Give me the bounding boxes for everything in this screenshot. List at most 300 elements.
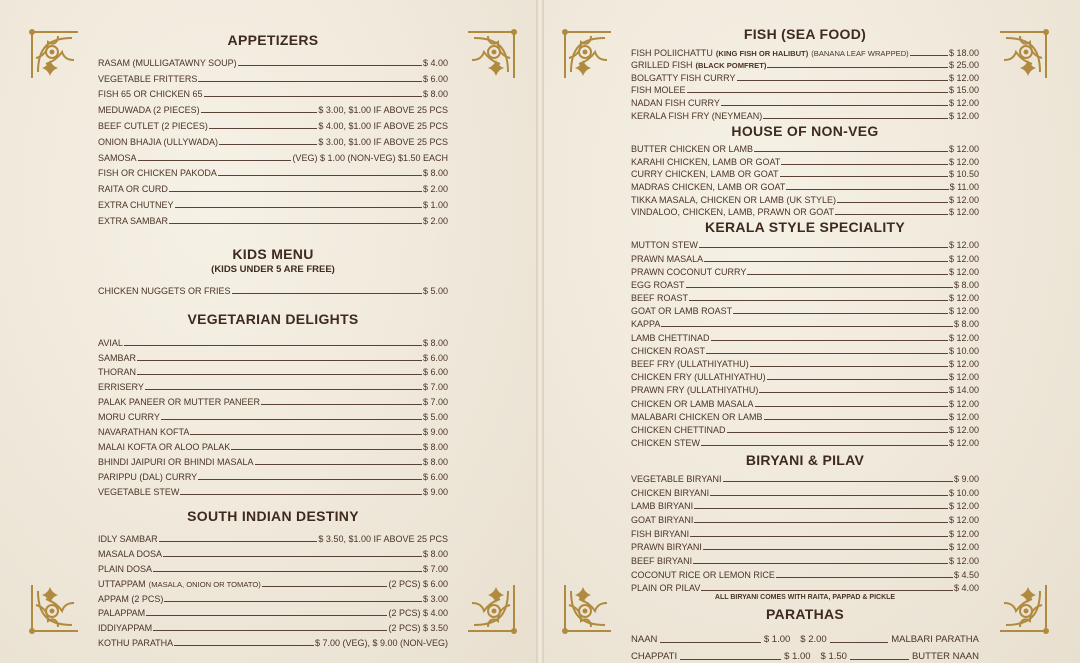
menu-item-row [631, 83, 979, 96]
menu-item-name-text: MUTTON STEW [631, 240, 698, 251]
menu-item-name-text: AVIAL [98, 337, 123, 348]
menu-item-row [631, 369, 979, 382]
leader-line [701, 590, 953, 591]
menu-item-name-text: BOLGATTY FISH CURRY [631, 72, 736, 83]
ornament-corner-icon [561, 28, 615, 82]
menu-item-name [98, 638, 173, 648]
appetizers-heading: APPETIZERS [227, 32, 319, 48]
menu-item-name-text: EXTRA SAMBAR [98, 215, 169, 226]
menu-item-price: $ 18.00 [948, 47, 979, 58]
menu-item-name [631, 372, 766, 382]
leader-line [174, 645, 314, 646]
menu-item-row [631, 382, 979, 395]
menu-item-name [631, 385, 758, 395]
menu-item-row [631, 108, 979, 121]
menu-item-row [98, 482, 448, 497]
menu-item-name [98, 74, 197, 84]
menu-item-price: $ 1.00 [422, 199, 448, 210]
menu-item-price: $ 12.00 [948, 555, 979, 566]
menu-item-price: $ 12.00 [948, 293, 979, 304]
menu-item-price: $ 12.00 [948, 514, 979, 525]
menu-item-name-text: BEEF CUTLET (2 PIECES) [98, 120, 208, 131]
menu-item-name [631, 195, 836, 205]
menu-item-price: (2 PCS) $ 3.50 [388, 623, 448, 634]
menu-item-name [98, 89, 203, 99]
menu-item-price: $ 12.00 [948, 156, 979, 167]
leader-line [694, 508, 948, 509]
south-indian-list [98, 530, 448, 648]
leader-line [837, 202, 948, 203]
menu-item-name [631, 515, 693, 525]
paratha-price: $ 1.50 [820, 651, 847, 663]
menu-item-name [631, 98, 720, 108]
menu-item-name-text: RAITA OR CURD [98, 184, 168, 195]
menu-item-name-text: NAVARATHAN KOFTA [98, 427, 190, 437]
menu-item-row [631, 142, 979, 155]
menu-item-row [98, 115, 448, 131]
menu-item-row [631, 470, 979, 484]
menu-item-row [631, 409, 979, 422]
menu-item-name-text: CHICKEN STEW [631, 438, 701, 449]
menu-item-row [98, 574, 448, 589]
menu-item-name-text: APPAM (2 PCS) [98, 593, 164, 604]
menu-item-name-text: UTTAPPAM [98, 578, 146, 589]
biryani-note: ALL BIRYANI COMES WITH RAITA, PAPPAD & PICKLE [714, 594, 896, 602]
menu-item-name-text: MEDUWADA (2 PIECES) [98, 105, 200, 116]
leader-line [231, 449, 422, 450]
menu-item-price: $ 12.00 [948, 528, 979, 539]
ornament-corner-icon [464, 28, 518, 82]
menu-item-price: $ 12.00 [948, 332, 979, 343]
menu-item-price: $ 12.00 [948, 411, 979, 422]
ornament-corner-icon [28, 581, 82, 635]
menu-item-name-text: GOAT BIRYANI [631, 514, 694, 525]
fish-list [631, 45, 979, 121]
menu-item-name-text: MALABARI CHICKEN OR LAMB [631, 411, 763, 422]
menu-item-price: $ 6.00 [422, 367, 448, 378]
menu-item-row [631, 167, 979, 180]
menu-item-name [98, 534, 158, 544]
menu-item-row [98, 589, 448, 604]
menu-item-row [98, 280, 448, 296]
menu-item-row [631, 290, 979, 303]
leader-line [694, 522, 948, 523]
leader-line [747, 274, 948, 275]
menu-item-name-text: MORU CURRY [98, 412, 160, 423]
menu-item-name-text: RASAM (MULLIGATAWNY SOUP) [98, 57, 237, 68]
menu-item-name-text: KERALA FISH FRY (NEYMEAN) [631, 110, 763, 121]
leader-line [232, 293, 422, 294]
menu-item-row [631, 237, 979, 250]
menu-item-price: $ 6.00 [422, 352, 448, 363]
menu-item-name-text: PARIPPU (DAL) CURRY [98, 471, 198, 482]
menu-item-name [631, 73, 736, 83]
kids-menu-heading: KIDS MENU [232, 245, 314, 262]
south-indian-heading: SOUTH INDIAN DESTINY [187, 507, 359, 524]
appetizers-list [98, 52, 448, 226]
menu-item-price: $ 11.00 [949, 181, 979, 192]
menu-item-name [98, 442, 230, 452]
leader-line [124, 345, 422, 346]
menu-item-name [631, 293, 688, 303]
menu-item-price: $ 8.00 [953, 279, 979, 290]
menu-item-name [631, 583, 700, 593]
menu-item-price: $ 12.00 [948, 542, 979, 553]
menu-item-name-text: CHICKEN NUGGETS OR FRIES [98, 285, 231, 296]
menu-item-price: $ 3.00 [422, 593, 448, 604]
menu-item-name-text: KOTHU PARATHA [98, 637, 174, 648]
menu-item-row [631, 539, 979, 553]
menu-item-name [98, 338, 123, 348]
menu-item-name-text: FISH POLIICHATTU [631, 47, 713, 58]
menu-item-row [631, 422, 979, 435]
menu-item-row [631, 511, 979, 525]
menu-item-name [98, 216, 168, 226]
menu-item-name [631, 488, 709, 498]
menu-item-name-text: PRAWN COCONUT CURRY [631, 266, 747, 277]
menu-item-row [98, 147, 448, 163]
menu-item-name-text: SAMOSA [98, 152, 137, 163]
menu-item-name [98, 549, 162, 559]
leader-line [699, 247, 948, 248]
menu-item-name [98, 286, 231, 296]
menu-item-row [98, 559, 448, 574]
menu-item-name [98, 594, 163, 604]
menu-item-row [98, 163, 448, 179]
menu-item-price: $ 10.00 [948, 345, 979, 356]
leader-line [146, 615, 387, 616]
leader-line [169, 223, 422, 224]
paratha-name: CHAPPATI [631, 651, 678, 663]
menu-item-row [98, 604, 448, 619]
kerala-list [631, 237, 979, 448]
menu-item-row [631, 264, 979, 277]
menu-item-row [98, 194, 448, 210]
leader-line [660, 642, 760, 643]
menu-item-name-text: FISH BIRYANI [631, 528, 690, 539]
menu-item-name-text: KARAHI CHICKEN, LAMB OR GOAT [631, 156, 781, 167]
menu-item-price: $ 4.00 [422, 57, 448, 68]
leader-line [780, 176, 948, 177]
leader-line [733, 313, 948, 314]
menu-item-price: $ 4.50 [953, 569, 979, 580]
menu-item-name-text: EGG ROAST [631, 279, 685, 290]
menu-item-row [631, 205, 979, 218]
menu-item-price: $ 12.00 [948, 72, 979, 83]
menu-item-price: $ 12.00 [948, 144, 979, 155]
leader-line [161, 419, 422, 420]
menu-item-name-text: NADAN FISH CURRY [631, 97, 720, 108]
menu-item-name-text: BEEF FRY (ULLATHIYATHU) [631, 359, 749, 369]
menu-item-name-text: FISH 65 OR CHICKEN 65 [98, 89, 203, 100]
menu-item-name-text: FISH MOLEE [631, 85, 686, 96]
menu-item-price: $ 12.00 [948, 306, 979, 317]
menu-item-row [98, 210, 448, 226]
leader-line [689, 300, 948, 301]
menu-item-name [631, 556, 692, 566]
menu-item-row [98, 178, 448, 194]
paratha-name: MALBARI PARATHA [891, 634, 979, 646]
menu-item-price: $ 12.00 [948, 240, 979, 251]
menu-item-row [631, 250, 979, 263]
menu-item-name [631, 438, 700, 448]
leader-line [706, 353, 948, 354]
non-veg-heading: HOUSE OF NON-VEG [731, 122, 879, 139]
leader-line [198, 81, 422, 82]
menu-item-name [631, 111, 762, 121]
leader-line [209, 128, 318, 129]
menu-spine [536, 0, 544, 663]
kids-menu-list [98, 280, 448, 296]
menu-item-name-text: BHINDI JAIPURI OR BHINDI MASALA [98, 456, 254, 467]
menu-item-row [98, 618, 448, 633]
menu-item-name [631, 254, 703, 264]
menu-item-name-text: ONION BHAJIA (ULLYWADA) [98, 136, 219, 147]
menu-item-name-text: CURRY CHICKEN, LAMB OR GOAT [631, 169, 779, 180]
leader-line [137, 360, 422, 361]
menu-item-row [98, 348, 448, 363]
ornament-corner-icon [996, 581, 1050, 635]
menu-item-row [98, 131, 448, 147]
menu-item-name-text: CHICKEN ROAST [631, 345, 706, 356]
menu-item-row [631, 179, 979, 192]
menu-item-price: $ 7.00 (VEG), $ 9.00 (NON-VEG) [314, 637, 448, 648]
menu-item-row [631, 343, 979, 356]
paratha-price: $ 1.00 [763, 634, 791, 646]
menu-item-price: $ 4.00, $1.00 IF ABOVE 25 PCS [318, 120, 448, 131]
menu-item-name-text: GRILLED FISH [631, 60, 693, 71]
leader-line [138, 160, 292, 161]
menu-item-row [631, 525, 979, 539]
menu-item-price: $ 9.00 [422, 427, 448, 437]
leader-line [153, 630, 387, 631]
menu-item-name [98, 168, 217, 178]
leader-line [704, 261, 948, 262]
leader-line [727, 432, 948, 433]
leader-line [198, 479, 422, 480]
menu-item-name [98, 427, 189, 437]
leader-line [737, 80, 948, 81]
leader-line [686, 287, 953, 288]
menu-item-name [631, 48, 909, 58]
menu-item-row [98, 52, 448, 68]
menu-item-row [631, 316, 979, 329]
menu-item-name [98, 472, 197, 482]
ornament-corner-icon [996, 28, 1050, 82]
parathas-list [631, 628, 979, 662]
menu-item-name-text: CHICKEN BIRYANI [631, 487, 710, 498]
menu-item-name [98, 137, 218, 147]
menu-item-name-text: IDDIYAPPAM [98, 623, 153, 634]
kids-menu-subtitle: (KIDS UNDER 5 ARE FREE) [211, 263, 335, 275]
menu-item-price: $ 6.00 [422, 471, 448, 482]
menu-item-row [631, 45, 979, 58]
menu-item-name [98, 367, 136, 377]
paratha-price: $ 1.00 [784, 651, 811, 663]
leader-line [190, 434, 422, 435]
menu-item-row [98, 68, 448, 84]
menu-item-name [631, 157, 780, 167]
menu-item-name-text: LAMB BIRYANI [631, 501, 694, 512]
leader-line [786, 189, 948, 190]
menu-item-name [631, 412, 763, 422]
leader-line [687, 92, 948, 93]
menu-item-name-text: MADRAS CHICKEN, LAMB OR GOAT [631, 181, 786, 192]
menu-item-price: (2 PCS) $ 6.00 [388, 578, 448, 589]
menu-item-price: $ 2.00 [422, 184, 448, 195]
menu-item-name [631, 240, 698, 250]
leader-line [835, 214, 948, 215]
menu-item-name [631, 474, 722, 484]
menu-item-price: $ 3.50, $1.00 IF ABOVE 25 PCS [318, 534, 448, 545]
menu-item-price: $ 10.00 [948, 487, 979, 498]
leader-line [750, 366, 948, 367]
menu-item-price: $ 7.00 [422, 397, 448, 408]
leader-line [910, 55, 948, 56]
menu-item-row [98, 530, 448, 545]
menu-item-row [98, 84, 448, 100]
menu-item-name [631, 85, 686, 95]
left-menu-column [98, 32, 448, 648]
menu-item-price: $ 7.00 [422, 563, 448, 574]
menu-item-name-text: KAPPA [631, 319, 661, 330]
menu-item-name [631, 207, 834, 217]
leader-line [710, 495, 948, 496]
menu-item-row [631, 498, 979, 512]
menu-item-name-text: PRAWN FRY (ULLATHIYATHU) [631, 385, 759, 396]
menu-item-name-text: PALAPPAM [98, 608, 146, 619]
menu-item-name-text: VINDALOO, CHICKEN, LAMB, PRAWN OR GOAT [631, 207, 835, 218]
menu-item-price: $ 10.50 [948, 169, 979, 180]
menu-item-price: $ 9.00 [953, 473, 979, 484]
menu-item-row [98, 437, 448, 452]
menu-item-price: $ 8.00 [422, 456, 448, 467]
menu-item-name [98, 397, 260, 407]
leader-line [781, 164, 948, 165]
menu-item-name-text: EXTRA CHUTNEY [98, 199, 174, 210]
menu-item-name [631, 169, 779, 179]
menu-item-name [631, 501, 693, 511]
leader-line [204, 96, 422, 97]
menu-item-row [98, 422, 448, 437]
menu-item-name [631, 570, 775, 580]
menu-item-name [98, 487, 179, 497]
leader-line [180, 494, 422, 495]
menu-item-detail: (MASALA, ONION OR TOMATO) [148, 579, 261, 589]
menu-item-price: (2 PCS) $ 4.00 [388, 608, 448, 619]
menu-item-name-text: VEGETABLE STEW [98, 486, 180, 497]
leader-line [767, 379, 948, 380]
menu-item-price: $ 12.00 [948, 253, 979, 264]
menu-item-row [631, 435, 979, 448]
leader-line [701, 445, 948, 446]
menu-item-price: $ 12.00 [948, 207, 979, 218]
menu-item-row [98, 407, 448, 422]
menu-item-price: $ 12.00 [948, 372, 979, 383]
menu-item-name [98, 412, 160, 422]
paratha-name: BUTTER NAAN [911, 651, 979, 663]
non-veg-list [631, 142, 979, 218]
vegetarian-heading: VEGETARIAN DELIGHTS [187, 310, 359, 327]
menu-item-name-text: VEGETABLE FRITTERS [98, 73, 198, 84]
menu-item-name-text: COCONUT RICE OR LEMON RICE [631, 569, 775, 580]
leader-line [661, 326, 953, 327]
menu-item-detail: (BANANA LEAF WRAPPED) [811, 48, 909, 58]
menu-item-row [98, 633, 448, 648]
leader-line [261, 404, 422, 405]
menu-item-name [631, 529, 689, 539]
menu-item-name [98, 608, 145, 618]
menu-item-name [98, 58, 237, 68]
menu-item-row [631, 154, 979, 167]
menu-item-name [98, 564, 152, 574]
leader-line [175, 207, 422, 208]
menu-item-row [631, 329, 979, 342]
menu-item-row [631, 70, 979, 83]
menu-item-price: $ 3.00, $1.00 IF ABOVE 25 PCS [318, 105, 448, 116]
menu-item-row [631, 395, 979, 408]
menu-item-row [631, 580, 979, 594]
menu-item-name-text: THORAN [98, 367, 136, 378]
kerala-heading: KERALA STYLE SPECIALITY [704, 219, 906, 236]
menu-item-name-text: CHICKEN FRY (ULLATHIYATHU) [631, 372, 766, 383]
menu-item-row [631, 566, 979, 580]
menu-item-row [98, 544, 448, 559]
menu-item-name [631, 306, 732, 316]
ornament-corner-icon [561, 581, 615, 635]
leader-line [169, 191, 422, 192]
leader-line [767, 67, 948, 68]
menu-item-name-text: MALAI KOFTA OR ALOO PALAK [98, 441, 231, 452]
menu-item-price: $ 8.00 [953, 319, 979, 330]
menu-item-name-text: MASALA DOSA [98, 549, 163, 560]
menu-item-name [631, 267, 746, 277]
menu-item-name [631, 60, 766, 70]
leader-line [830, 642, 888, 643]
menu-item-name-text: PLAIN OR PILAV [631, 583, 701, 594]
menu-item-row [631, 277, 979, 290]
menu-item-name-text: PRAWN BIRYANI [631, 542, 702, 553]
menu-item-detail: (BLACK POMFRET) [695, 61, 767, 71]
menu-item-name-text: FISH OR CHICKEN PAKODA [98, 168, 217, 179]
leader-line [137, 374, 422, 375]
menu-item-price: $ 12.00 [948, 97, 979, 108]
menu-item-name [98, 457, 254, 467]
menu-item-price: $ 7.00 [422, 382, 448, 393]
menu-item-price: $ 12.00 [948, 110, 979, 121]
menu-item-name [631, 333, 710, 343]
menu-item-price: $ 12.00 [948, 424, 979, 435]
fish-heading: FISH (SEA FOOD) [743, 26, 867, 42]
menu-item-row [98, 452, 448, 467]
leader-line [153, 571, 422, 572]
menu-item-name [631, 144, 753, 154]
menu-item-price: $ 25.00 [948, 60, 979, 71]
menu-item-name [98, 353, 136, 363]
leader-line [238, 65, 422, 66]
menu-item-price: $ 5.00 [422, 412, 448, 423]
menu-item-detail: (KING FISH OR HALIBUT) [715, 48, 809, 58]
leader-line [776, 577, 953, 578]
menu-item-price: $ 15.00 [948, 85, 979, 96]
menu-item-price: $ 12.00 [948, 501, 979, 512]
menu-item-row [98, 377, 448, 392]
leader-line [164, 601, 422, 602]
leader-line [763, 118, 948, 119]
menu-item-name-text: GOAT OR LAMB ROAST [631, 306, 733, 317]
menu-item-name [98, 200, 174, 210]
menu-item-row [98, 467, 448, 482]
